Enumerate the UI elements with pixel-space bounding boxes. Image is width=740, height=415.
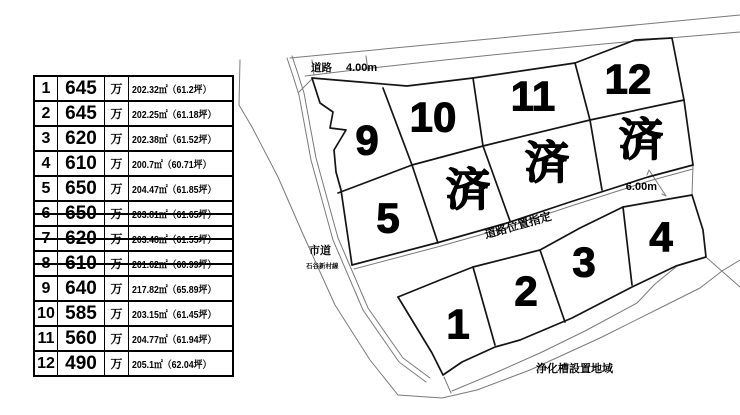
middle-road-label: 道路位置指定 xyxy=(483,210,553,242)
unit-cell: 万 xyxy=(105,227,129,250)
area-cell: 203.48㎡（61.55坪） xyxy=(132,235,217,246)
price-cell: 645 xyxy=(58,102,105,125)
plot-label-3: 3 xyxy=(572,238,596,286)
unit-cell: 万 xyxy=(105,352,129,375)
city-road-name: 石谷新村線 xyxy=(306,263,339,270)
middle-road-width: 6.00m xyxy=(625,181,657,193)
price-cell: 650 xyxy=(58,202,105,225)
price-cell: 640 xyxy=(58,277,105,300)
area-cell: 203.15㎡（61.45坪） xyxy=(132,310,217,321)
unit-cell: 万 xyxy=(105,177,129,200)
plot-number-cell: 4 xyxy=(35,152,58,175)
price-cell: 585 xyxy=(58,302,105,325)
unit-cell: 万 xyxy=(105,127,129,150)
septic-area-label: 浄化槽設置地域 xyxy=(536,363,613,375)
plot-number-cell: 5 xyxy=(35,177,58,200)
plot-label-11: 11 xyxy=(510,72,556,120)
area-cell: 203.81㎡（61.65坪） xyxy=(132,210,217,221)
plot-label-sold-6: 済 xyxy=(446,165,490,215)
price-cell: 620 xyxy=(58,227,105,250)
plot-number-cell: 9 xyxy=(35,277,58,300)
price-cell: 490 xyxy=(58,352,105,375)
unit-cell: 万 xyxy=(105,277,129,300)
plot-number-cell: 10 xyxy=(35,302,58,325)
area-cell: 200.7㎡（60.71坪） xyxy=(132,160,212,171)
plot-label-2: 2 xyxy=(514,267,538,315)
area-cell: 204.47㎡（61.85坪） xyxy=(132,185,217,196)
plot-number-cell: 1 xyxy=(35,77,58,100)
area-cell: 202.32㎡（61.2坪） xyxy=(132,85,212,96)
plot-number-cell: 6 xyxy=(35,202,58,225)
road-labels xyxy=(306,61,657,375)
plot-label-9: 9 xyxy=(355,116,379,164)
plot-label-10: 10 xyxy=(409,93,457,141)
price-cell: 610 xyxy=(58,252,105,275)
area-cell: 217.82㎡（65.89坪） xyxy=(132,285,217,296)
unit-cell: 万 xyxy=(105,202,129,225)
unit-cell: 万 xyxy=(105,252,129,275)
price-cell: 560 xyxy=(58,327,105,350)
area-cell: 205.1㎡（62.04坪） xyxy=(132,360,212,371)
plot-number-cell: 11 xyxy=(35,327,58,350)
price-cell: 620 xyxy=(58,127,105,150)
plot-label-4: 4 xyxy=(649,213,673,261)
area-cell: 204.77㎡（61.94坪） xyxy=(132,335,217,346)
top-road-label: 道路 xyxy=(311,62,332,74)
price-cell: 645 xyxy=(58,77,105,100)
plot-number-cell: 2 xyxy=(35,102,58,125)
plot-number-cell: 3 xyxy=(35,127,58,150)
area-cell: 202.25㎡（61.18坪） xyxy=(132,110,217,121)
area-cell: 202.38㎡（61.52坪） xyxy=(132,135,217,146)
top-road-width: 4.00m xyxy=(346,62,378,74)
plot-label-5: 5 xyxy=(376,194,400,242)
city-road-label: 市道 xyxy=(309,245,331,257)
unit-cell: 万 xyxy=(105,302,129,325)
unit-cell: 万 xyxy=(105,327,129,350)
unit-cell: 万 xyxy=(105,102,129,125)
city-road-outline xyxy=(239,56,430,395)
unit-cell: 万 xyxy=(105,77,129,100)
plot-label-1: 1 xyxy=(446,300,470,348)
plot-number-cell: 12 xyxy=(35,352,58,375)
plot-label-sold-7: 済 xyxy=(525,138,569,188)
area-cell: 201.62㎡（60.99坪） xyxy=(132,260,217,271)
plot-label-12: 12 xyxy=(604,55,652,103)
unit-cell: 万 xyxy=(105,152,129,175)
price-cell: 650 xyxy=(58,177,105,200)
plot-number-cell: 8 xyxy=(35,252,58,275)
plot-label-sold-8: 済 xyxy=(619,115,663,165)
plot-number-cell: 7 xyxy=(35,227,58,250)
price-cell: 610 xyxy=(58,152,105,175)
